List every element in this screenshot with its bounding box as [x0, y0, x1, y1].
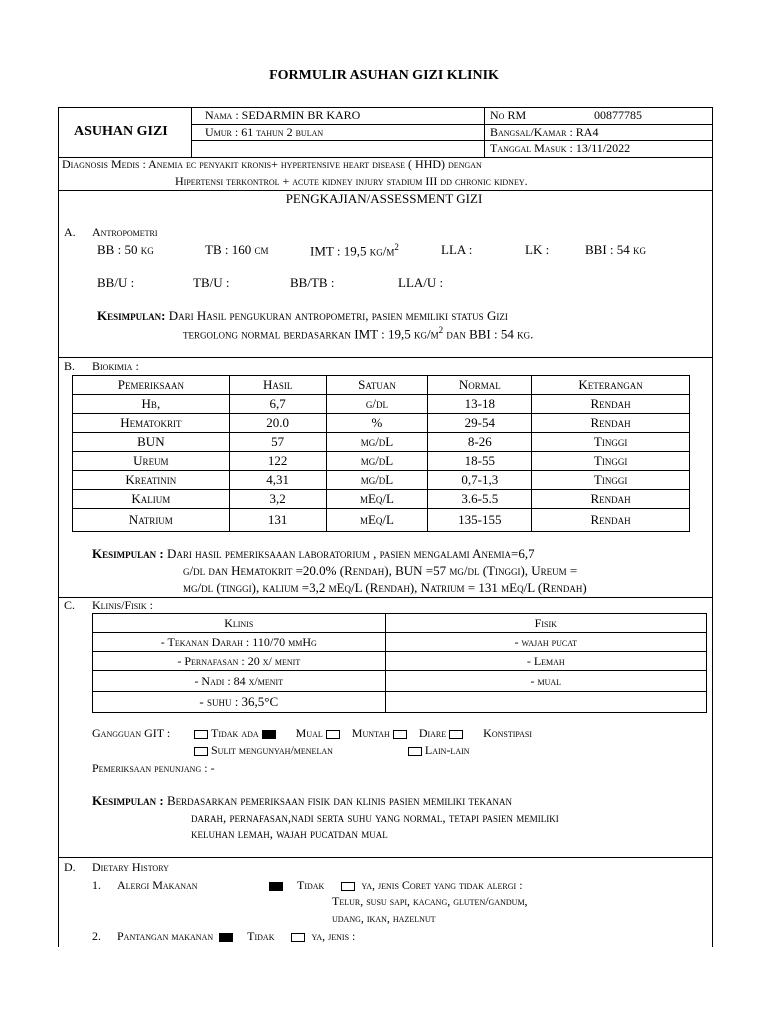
llau-label: LLA/U : [398, 275, 444, 290]
restriction-label: Pantangan makanan [117, 929, 214, 943]
table-cell: Rendah [532, 395, 690, 414]
clinical-conclusion-2: darah, pernafasan,nadi serta suhu yang normal, tetapi pasien memiliki [191, 810, 559, 825]
section-a-heading: Antropometri [92, 225, 158, 239]
checkbox-allergy-no[interactable] [269, 882, 283, 891]
option-label: Konstipasi [483, 726, 532, 740]
checkbox-restriction-no[interactable] [219, 933, 233, 942]
checkbox-restriction-yes[interactable] [291, 933, 305, 942]
section-b-heading: Biokimia : [92, 359, 139, 373]
table-cell: 13-18 [428, 395, 532, 414]
table-cell: Ureum [73, 452, 230, 471]
column-header: Hasil [229, 376, 326, 395]
checkbox-nausea[interactable] [326, 730, 340, 739]
table-cell: - Lemah [385, 652, 706, 671]
gi-options-row-2 [191, 743, 470, 758]
section-c-letter: C. [64, 598, 76, 612]
column-header: Pemeriksaan [73, 376, 230, 395]
bb-value: BB : 50 kg [97, 242, 154, 257]
tbu-label: TB/U : [193, 275, 230, 290]
allergy-label: Alergi Makanan [117, 878, 198, 892]
admission-date: Tanggal Masuk : 13/11/2022 [490, 141, 631, 155]
section-a-letter: A. [64, 225, 76, 239]
allergy-number: 1. [92, 878, 101, 892]
allergy-list-2: udang, ikan, hazelnut [332, 911, 436, 925]
section-c-heading: Klinis/Fisik : [92, 598, 154, 612]
restriction-row [117, 929, 355, 944]
column-header: Klinis [93, 614, 386, 633]
option-label: Diare [418, 726, 447, 740]
section-b-letter: B. [64, 359, 76, 373]
table-cell: mg/dL [326, 433, 428, 452]
form-title: FORMULIR ASUHAN GIZI KLINIK [269, 68, 499, 83]
table-cell: - Tekanan Darah : 110/70 mmHg [93, 633, 386, 652]
table-cell: 131 [229, 509, 326, 532]
checkbox-allergy-yes[interactable] [341, 882, 355, 891]
table-row [93, 671, 707, 692]
checkbox-none-checked-icon[interactable] [262, 730, 276, 739]
checkbox-swallow[interactable] [194, 747, 208, 756]
table-cell: 8-26 [428, 433, 532, 452]
patient-age: Umur : 61 tahun 2 bulan [205, 125, 324, 139]
gi-disorder-row [92, 726, 170, 741]
table-cell: BUN [73, 433, 230, 452]
table-row [73, 414, 690, 433]
checkbox-none[interactable] [194, 730, 208, 739]
gi-disorder-label: Gangguan GIT : [92, 726, 171, 740]
table-cell: Hb, [73, 395, 230, 414]
table-cell: 57 [229, 433, 326, 452]
table-cell: 6,7 [229, 395, 326, 414]
table-cell: Tinggi [532, 471, 690, 490]
clinical-conclusion-3: keluhan lemah, wajah pucatdan mual [191, 826, 388, 841]
checkbox-diarrhea[interactable] [449, 730, 463, 739]
imt-value: IMT : 19,5 $kg/m^2$ [310, 242, 399, 259]
option-label: Lain-lain [424, 743, 470, 757]
assessment-title: PENGKAJIAN/ASSESSMENT GIZI [285, 191, 483, 206]
option-label: Mual [295, 726, 323, 740]
table-cell: 29-54 [428, 414, 532, 433]
table-cell [385, 692, 706, 713]
clinical-table [92, 613, 707, 713]
section-a-bottom-line [58, 357, 713, 358]
table-cell: 20.0 [229, 414, 326, 433]
table-cell: % [326, 414, 428, 433]
allergy-options [266, 878, 523, 893]
header-divider-left [191, 107, 192, 157]
table-row [73, 490, 690, 509]
biochem-conclusion-2: g/dl dan Hematokrit =20.0% (Rendah), BUN =57 mg/dl (Tinggi), Ureum = [183, 563, 578, 578]
table-cell: 3.6-5.5 [428, 490, 532, 509]
header-row-line-2 [191, 140, 713, 141]
table-cell: 18-55 [428, 452, 532, 471]
table-cell: Rendah [532, 414, 690, 433]
table-cell: g/dl [326, 395, 428, 414]
antropometri-conclusion-1: Kesimpulan: Dari Hasil pengukuran antropometri, pasien memiliki status Gizi [97, 308, 508, 323]
table-row [93, 652, 707, 671]
table-cell: mEq/L [326, 490, 428, 509]
table-row [73, 395, 690, 414]
section-d-letter: D. [64, 860, 76, 874]
table-cell: - Nadi : 84 x/menit [93, 671, 386, 692]
table-cell: - Pernafasan : 20 x/ menit [93, 652, 386, 671]
biochem-table [72, 375, 690, 532]
table-row [93, 692, 707, 713]
table-row [73, 509, 690, 532]
table-cell: Natrium [73, 509, 230, 532]
table-row [93, 633, 707, 652]
table-cell: 4,31 [229, 471, 326, 490]
clinical-conclusion-1: Kesimpulan : Berdasarkan pemeriksaan fisik dan klinis pasien memiliki tekanan [92, 793, 513, 808]
no-rm-label: No RM [490, 108, 527, 122]
option-label: ya, jenis Coret yang tidak alergi : [361, 878, 523, 892]
diagnosis-line-1: Diagnosis Medis : Anemia ec penyakit kronis+ hypertensive heart disease ( HHD) dengan [62, 157, 482, 171]
restriction-number: 2. [92, 929, 101, 943]
table-cell: - suhu : 36,5°C [93, 692, 386, 713]
supporting-exam: Pemeriksaan penunjang : - [92, 761, 215, 775]
column-header: Fisik [385, 614, 706, 633]
table-cell: mg/dL [326, 452, 428, 471]
ward-room: Bangsal/Kamar : RA4 [490, 125, 599, 139]
checkbox-other[interactable] [408, 747, 422, 756]
table-cell: mEq/L [326, 509, 428, 532]
table-cell: Rendah [532, 509, 690, 532]
header-divider-mid [484, 107, 485, 157]
tb-value: TB : 160 cm [205, 242, 269, 257]
option-label: Sulit mengunyah/menelan [211, 743, 333, 757]
gi-options [191, 726, 532, 741]
option-label: Tidak [247, 929, 275, 943]
table-cell: 0,7-1,3 [428, 471, 532, 490]
column-header: Normal [428, 376, 532, 395]
table-cell: Rendah [532, 490, 690, 509]
option-label: ya, jenis : [311, 929, 356, 943]
table-cell: Kalium [73, 490, 230, 509]
asuhan-gizi-label: ASUHAN GIZI [74, 124, 168, 139]
allergy-list-1: Telur, susu sapi, kacang, gluten/gandum, [332, 894, 528, 908]
section-d-heading: Dietary History [92, 860, 169, 874]
column-header: Keterangan [532, 376, 690, 395]
lk-label: LK : [525, 242, 550, 257]
checkbox-vomit[interactable] [393, 730, 407, 739]
antropometri-conclusion-2: tergolong normal berdasarkan IMT : 19,5 $kg/m^2$ dan BBI : 54 kg. [183, 325, 534, 342]
table-cell: Tinggi [532, 452, 690, 471]
bbu-label: BB/U : [97, 275, 135, 290]
table-row [73, 471, 690, 490]
section-b-bottom-line [58, 597, 713, 598]
table-cell: 135-155 [428, 509, 532, 532]
no-rm-value: 00877785 [594, 108, 642, 122]
biochem-conclusion-3: mg/dl (tinggi), kalium =3,2 mEq/L (Rendah), Natrium = 131 mEq/L (Rendah) [183, 580, 587, 595]
biochem-conclusion-1: Kesimpulan : Dari hasil pemeriksaaan laboratorium , pasien mengalami Anemia=6,7 [92, 546, 535, 561]
diagnosis-line-2: Hipertensi terkontrol + acute kidney injury stadium III dd chronic kidney. [175, 174, 528, 188]
table-row [73, 452, 690, 471]
bbi-value: BBI : 54 kg [585, 242, 647, 257]
table-cell: Tinggi [532, 433, 690, 452]
column-header: Satuan [326, 376, 428, 395]
option-label: Tidak ada [211, 726, 259, 740]
section-c-bottom-line [58, 857, 713, 858]
table-cell: 3,2 [229, 490, 326, 509]
table-header-row [93, 614, 707, 633]
table-cell: - wajah pucat [385, 633, 706, 652]
option-label: Muntah [351, 726, 390, 740]
table-cell: 122 [229, 452, 326, 471]
option-label: Tidak [297, 878, 325, 892]
lla-label: LLA : [441, 242, 473, 257]
bbtb-label: BB/TB : [290, 275, 335, 290]
table-cell: - mual [385, 671, 706, 692]
table-cell: Kreatinin [73, 471, 230, 490]
table-header-row [73, 376, 690, 395]
table-row [73, 433, 690, 452]
patient-name: Nama : SEDARMIN BR KARO [205, 108, 361, 122]
table-cell: Hematokrit [73, 414, 230, 433]
table-cell: mg/dL [326, 471, 428, 490]
